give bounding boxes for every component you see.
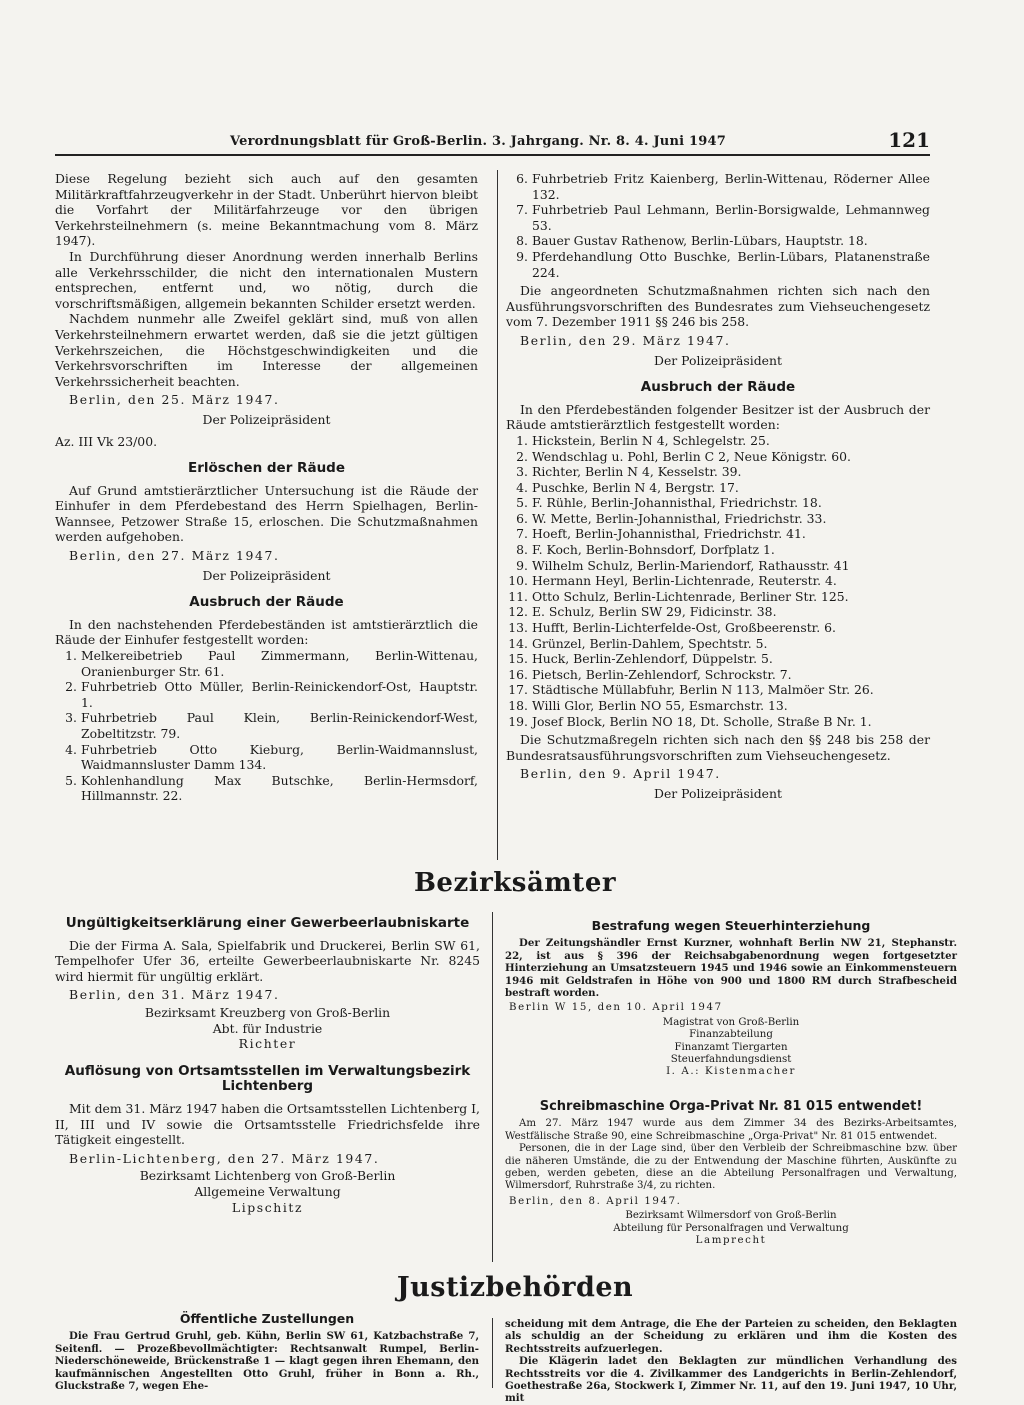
notice-date: Berlin, den 8. April 1947. (509, 1195, 682, 1207)
intro-paragraph: In Durchführung dieser Anordnung werden innerhalb Berlins alle Verkehrsschilder, die nicht den internationalen Mustern entsprechen, entfernt und, wo nötig, durch die vorschriftsmäßigen, allgemein bekannten Schilder ersetzt werden. (55, 248, 478, 311)
notice-text: Die Frau Gertrud Gruhl, geb. Kühn, Berlin SW 61, Katzbachstraße 7, Seitenfl. — Prozeßbevollmächtigter: Rechtsanwalt Rumpel, Berlin-Niederschöneweide, Brückenstraße 1 — klagt gegen ihren Ehemann, den kaufmännischen Angestellten Otto Gruhl, früher in Bonn a. Rh., Gluckstraße 7, wegen Ehe- (55, 1330, 479, 1393)
bezirk-left-column (55, 916, 480, 1215)
intro-reference: Az. III Vk 23/00. (55, 433, 158, 449)
list-item: 4. Puschke, Berlin N 4, Bergstr. 17. (516, 479, 739, 495)
list-item: 5. F. Rühle, Berlin-Johannisthal, Friedrichstr. 18. (516, 495, 822, 511)
list-item: 16. Pietsch, Berlin-Zehlendorf, Schrockstr. 7. (508, 666, 792, 682)
notice-signature: I. A.: Kistenmacher (666, 1066, 796, 1078)
notice-date: Berlin, den 31. März 1947. (69, 987, 280, 1003)
list-item: 6. W. Mette, Berlin-Johannisthal, Friedrichstr. 33. (516, 510, 827, 526)
list-item: 15. Huck, Berlin-Zehlendorf, Düppelstr. 5. (508, 651, 773, 667)
list-item: 4. Fuhrbetrieb Otto Kieburg, Berlin-Waidmannslust, Waidmannsluster Damm 134. (65, 741, 478, 773)
list-item: 1. Hickstein, Berlin N 4, Schlegelstr. 25. (516, 432, 770, 448)
section-title: Ausbruch der Räude (189, 594, 344, 611)
notice-date: Berlin W 15, den 10. April 1947 (509, 1002, 723, 1014)
list-item: 8. Bauer Gustav Rathenow, Berlin-Lübars, Hauptstr. 18. (516, 233, 868, 249)
section-text: Die angeordneten Schutzmaßnahmen richten sich nach den Ausführungsvorschriften des Bundesrates zum Viehseuchengesetz vom 7. Dezember 1911 §§ 246 bis 258. (506, 283, 930, 330)
numbered-list (506, 171, 930, 280)
left-column (55, 171, 478, 804)
list-item: 3. Richter, Berlin N 4, Kesselstr. 39. (516, 464, 742, 480)
bezirksaemter-heading: Bezirksämter (413, 868, 617, 898)
section-signature: Der Polizeipräsident (202, 567, 331, 583)
intro-signature: Der Polizeipräsident (202, 411, 331, 427)
notice-title: Ungültigkeitserklärung einer Gewerbeerlaubniskarte (65, 915, 470, 931)
notice-signature: Finanzamt Tiergarten (674, 1041, 788, 1053)
section-text: In den Pferdebeständen folgender Besitzer ist der Ausbruch der Räude amtstierärztlich festgestellt worden: (506, 401, 930, 433)
notice-text: Personen, die in der Lage sind, über den Verbleib der Schreibmaschine bzw. über die näheren Umstände, die zu der Entwendung der Maschine führten, Auskünfte zu geben, werden gebeten, diese an die Abteilung Personalfragen und Verwaltung, Wilmersdorf, Ruhrstraße 3/4, zu richten. (505, 1143, 957, 1192)
notice-signature: Abt. für Industrie (212, 1020, 323, 1036)
notice-signature: Steuerfahndungsdienst (670, 1054, 792, 1066)
section-signature: Der Polizeipräsident (654, 785, 782, 801)
notice-signature: Allgemeine Verwaltung (194, 1183, 341, 1199)
section-title: Erlöschen der Räude (187, 460, 345, 477)
list-item: 13. Hufft, Berlin-Lichterfelde-Ost, Großbeerenstr. 6. (508, 620, 836, 636)
intro-paragraph: Nachdem nunmehr alle Zweifel geklärt sind, muß von allen Verkehrsteilnehmern erwartet werden, daß sie die jetzt gültigen Verkehrszeichen, die Höchstgeschwindigkeiten und die Verkehrsvorschriften im Interesse der allgemeinen Verkehrssicherheit beachten. (55, 311, 478, 389)
list-item: 11. Otto Schulz, Berlin-Lichtenrade, Berliner Str. 125. (508, 588, 849, 604)
column-divider-top (497, 170, 498, 860)
section-text: Auf Grund amtstierärztlicher Untersuchung ist die Räude der Einhufer in dem Pferdebestand des Herrn Spielhagen, Berlin-Wannsee, Petzower Straße 15, erloschen. Die Schutzmaßnahmen werden aufgehoben. (55, 482, 478, 545)
intro-date: Berlin, den 25. März 1947. (69, 392, 280, 408)
header-rule (55, 154, 930, 156)
bezirk-right-column (505, 920, 957, 1247)
right-column (506, 171, 930, 808)
page-number: 121 (888, 128, 930, 152)
list-item: 9. Wilhelm Schulz, Berlin-Mariendorf, Rathausstr. 41 (516, 557, 850, 573)
list-item: 12. E. Schulz, Berlin SW 29, Fidicinstr. 38. (508, 604, 777, 620)
justiz-right-column (505, 1318, 957, 1405)
list-item: 8. F. Koch, Berlin-Bohnsdorf, Dorfplatz 1. (516, 542, 775, 558)
justiz-left-column (55, 1313, 479, 1392)
section-text: In den nachstehenden Pferdebeständen ist amtstierärztlich die Räude der Einhufer festgestellt worden: (55, 616, 478, 648)
notice-signature: Finanzabteilung (689, 1029, 773, 1041)
list-item: 2. Fuhrbetrieb Otto Müller, Berlin-Reinickendorf-Ost, Hauptstr. 1. (65, 679, 478, 710)
list-item: 3. Fuhrbetrieb Paul Klein, Berlin-Reinickendorf-West, Zobeltitzstr. 79. (65, 710, 478, 741)
list-item: 19. Josef Block, Berlin NO 18, Dt. Scholle, Straße B Nr. 1. (508, 713, 872, 729)
list-item: 5. Kohlenhandlung Max Butschke, Berlin-Hermsdorf, Hillmannstr. 22. (65, 772, 478, 804)
numbered-list (55, 648, 478, 804)
section-text: Die Schutzmaßregeln richten sich nach den §§ 248 bis 258 der Bundesratsausführungsvorschriften zum Viehseuchengesetz. (506, 732, 930, 763)
running-header (230, 128, 930, 154)
notice-text: Mit dem 31. März 1947 haben die Ortsamtsstellen Lichtenberg I, II, III und IV sowie die Ortsamtsstelle Friedrichsfelde ihre Tätigkeit eingestellt. (55, 1100, 480, 1148)
section-signature: Der Polizeipräsident (654, 352, 782, 368)
notice-signature: Richter (238, 1036, 297, 1052)
section-date: Berlin, den 29. März 1947. (520, 332, 731, 348)
list-item: 10. Hermann Heyl, Berlin-Lichtenrade, Reuterstr. 4. (508, 573, 837, 589)
header-title: Verordnungsblatt für Groß-Berlin. 3. Jahrgang. Nr. 8. 4. Juni 1947 (230, 134, 726, 149)
list-item: 14. Grünzel, Berlin-Dahlem, Spechtstr. 5. (508, 635, 768, 651)
notice-text: Am 27. März 1947 wurde aus dem Zimmer 34 des Bezirks-Arbeitsamtes, Westfälische Straße 90, eine Schreibmaschine „Orga-Privat" Nr. 81 015 entwendet. (505, 1118, 957, 1142)
notice-text: Die Klägerin ladet den Beklagten zur mündlichen Verhandlung des Rechtsstreits vor die 4. Zivilkammer des Landgerichts in Berlin-Zehlendorf, Goethestraße 26a, Stockwerk I, Zimmer Nr. 11, auf den 19. Juni 1947, 10 Uhr, mit (505, 1355, 957, 1405)
notice-signature: Lamprecht (695, 1234, 767, 1246)
justizbehoerden-heading: Justizbehörden (396, 1272, 634, 1303)
notice-text: Der Zeitungshändler Ernst Kurzner, wohnhaft Berlin NW 21, Stephanstr. 22, ist aus § 396 der Reichsabgabenordnung wegen fortgesetzter Hinterziehung an Umsatzsteuern 1945 und 1946 sowie an Einkommensteuern 1946 mit Geldstrafen in Höhe von 900 und 1800 RM durch Strafbescheid bestraft worden. (505, 937, 957, 1000)
notice-title: Bestrafung wegen Steuerhinterziehung (591, 918, 871, 933)
list-item: 7. Fuhrbetrieb Paul Lehmann, Berlin-Borsigwalde, Lehmannweg 53. (516, 202, 930, 233)
intro-paragraph: Diese Regelung bezieht sich auch auf den gesamten Militärkraftfahrzeugverkehr in der Stadt. Unberührt hiervon bleibt die Vorfahrt der Militärfahrzeuge vor den übrigen Verkehrsteilnehmern (s. meine Bekanntmachung vom 8. März 1947). (55, 171, 478, 249)
column-divider-bottom (492, 1318, 493, 1388)
column-divider-middle (492, 912, 493, 1262)
notice-signature: Magistrat von Groß-Berlin (662, 1016, 800, 1028)
list-item: 1. Melkereibetrieb Paul Zimmermann, Berlin-Wittenau, Oranienburger Str. 61. (65, 648, 478, 679)
section-title: Ausbruch der Räude (640, 379, 796, 396)
notice-signature: Bezirksamt Lichtenberg von Groß-Berlin (139, 1168, 396, 1184)
notice-title: Schreibmaschine Orga-Privat Nr. 81 015 entwendet! (539, 1098, 923, 1114)
notice-title: Auflösung von Ortsamtsstellen im Verwaltungsbezirk Lichtenberg (64, 1062, 471, 1095)
section-date: Berlin, den 9. April 1947. (520, 766, 721, 782)
list-item: 17. Städtische Müllabfuhr, Berlin N 113, Malmöer Str. 26. (508, 682, 874, 698)
notice-date: Berlin-Lichtenberg, den 27. März 1947. (69, 1150, 380, 1166)
notice-signature: Bezirksamt Wilmersdorf von Groß-Berlin (625, 1210, 837, 1222)
numbered-list (506, 433, 930, 729)
notice-text: scheidung mit dem Antrage, die Ehe der Parteien zu scheiden, den Beklagten als schuldig an der Scheidung zu erklären und ihm die Kosten des Rechtsstreits aufzuerlegen. (505, 1318, 957, 1355)
notice-signature: Lipschitz (231, 1199, 304, 1215)
notice-text: Die der Firma A. Sala, Spielfabrik und Druckerei, Berlin SW 61, Tempelhofer Ufer 36, erteilte Gewerbeerlaubniskarte Nr. 8245 wird hiermit für ungültig erklärt. (55, 937, 480, 984)
notice-signature: Abteilung für Personalfragen und Verwaltung (613, 1222, 849, 1234)
list-item: 18. Willi Glor, Berlin NO 55, Esmarchstr. 13. (508, 698, 788, 713)
list-item: 9. Pferdehandlung Otto Buschke, Berlin-Lübars, Platanenstraße 224. (516, 248, 930, 280)
notice-title: Öffentliche Zustellungen (179, 1311, 355, 1326)
section-date: Berlin, den 27. März 1947. (69, 548, 280, 564)
notice-signature: Bezirksamt Kreuzberg von Groß-Berlin (144, 1004, 391, 1020)
list-item: 6. Fuhrbetrieb Fritz Kaienberg, Berlin-Wittenau, Röderner Allee 132. (516, 171, 930, 202)
list-item: 2. Wendschlag u. Pohl, Berlin C 2, Neue Königstr. 60. (516, 448, 851, 464)
list-item: 7. Hoeft, Berlin-Johannisthal, Friedrichstr. 41. (516, 526, 806, 542)
